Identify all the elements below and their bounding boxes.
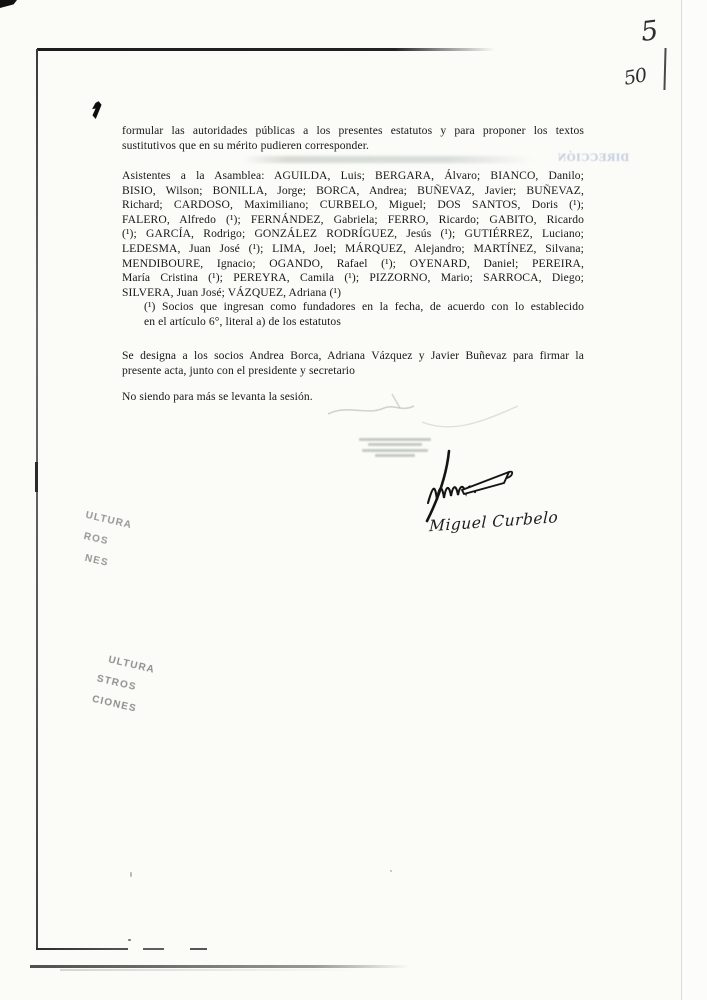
text-line: presente acta, junto con el presidente y secretario — [122, 363, 356, 377]
handwritten-page-number-bottom: 50 — [622, 64, 648, 90]
stamp-line: STROS — [95, 673, 138, 694]
toner-speck — [130, 872, 132, 877]
text-line: FALERO, Alfredo (¹); FERNÁNDEZ, Gabriela; FERRO, Ricardo; GABITO, Ricardo — [122, 212, 584, 226]
stamp-line: ROS — [82, 531, 110, 548]
bleedthrough-text-smear — [243, 156, 533, 163]
text-line: sustitutivos que en su mérito pudieren corresponder. — [122, 138, 370, 152]
footnote-founders — [133, 300, 584, 329]
scanner-shadow-line — [30, 965, 410, 968]
toner-speck — [390, 870, 392, 872]
pen-stroke-mark — [663, 48, 666, 90]
text-line: en el artículo 6°, literal a) de los estatutos — [144, 314, 341, 328]
page-frame-bottom-dash — [190, 948, 207, 950]
page-frame-bottom-dash — [143, 948, 164, 950]
text-line: (¹); GARCÍA, Rodrigo; GONZÁLEZ RODRÍGUEZ, Jesús (¹); GUTIÉRREZ, Luciano; — [122, 227, 584, 241]
paragraph-attendees — [122, 169, 584, 300]
paragraph-designation — [122, 349, 584, 378]
text-line: Se designa a los socios Andrea Borca, Adriana Vázquez y Javier Buñevaz para firmar la — [122, 349, 584, 362]
stamp-line: CIONES — [90, 693, 138, 715]
signature-name: Miguel Curbelo — [428, 508, 559, 536]
stamp-line: ULTURA — [84, 509, 134, 532]
text-line: Richard; CARDOSO, Maximiliano; CURBELO, Miguel; DOS SANTOS, Doris (¹); — [122, 198, 584, 212]
page-frame-bottom-edge — [36, 948, 128, 950]
stamp-line: NES — [83, 552, 110, 569]
page-frame-left-edge — [36, 49, 38, 950]
ink-blot-mark — [91, 101, 102, 120]
closing-line-text: No siendo para más se levanta la sesión. — [122, 390, 313, 403]
paragraph-intro — [122, 124, 584, 153]
scan-right-margin — [683, 0, 707, 1000]
text-line: MENDIBOURE, Ignacio; OGANDO, Rafael (¹); OYENARD, Daniel; PEREIRA, — [122, 256, 584, 270]
scanner-shadow-line-faint — [60, 969, 360, 971]
page-frame-left-edge-dark-segment — [35, 462, 38, 492]
text-line: LEDESMA, Juan José (¹); LIMA, Joel; MÁRQUEZ, Alejandro; MARTÍNEZ, Silvana; — [122, 241, 584, 255]
ink-stamp-lower — [90, 648, 157, 722]
page-frame-right-edge — [681, 0, 682, 1000]
text-line: SILVERA, Juan José; VÁZQUEZ, Adriana (¹) — [122, 285, 342, 299]
text-line: Asistentes a la Asamblea: AGUILDA, Luis; BERGARA, Álvaro; BIANCO, Danilo; — [122, 169, 584, 182]
scan-corner-mark — [0, 0, 17, 8]
page-frame-top-edge — [37, 48, 495, 51]
stamp-line: ULTURA — [107, 654, 157, 676]
text-line: María Cristina (¹); PEREYRA, Camila (¹); PIZZORNO, Mario; SARROCA, Diego; — [122, 271, 584, 285]
text-line: BISIO, Wilson; BONILLA, Jorge; BORCA, Andrea; BUÑEVAZ, Javier; BUÑEVAZ, — [122, 183, 584, 197]
ink-stamp-upper — [74, 505, 135, 577]
toner-speck — [128, 939, 131, 941]
text-line: (¹) Socios que ingresan como fundadores en la fecha, de acuerdo con lo establecido — [144, 300, 584, 313]
text-line: formular las autoridades públicas a los presentes estatutos y para proponer los textos — [122, 124, 584, 137]
bleedthrough-mirrored-text: DIRECCIÓN — [557, 152, 629, 164]
handwritten-page-number-top: 5 — [639, 15, 661, 48]
